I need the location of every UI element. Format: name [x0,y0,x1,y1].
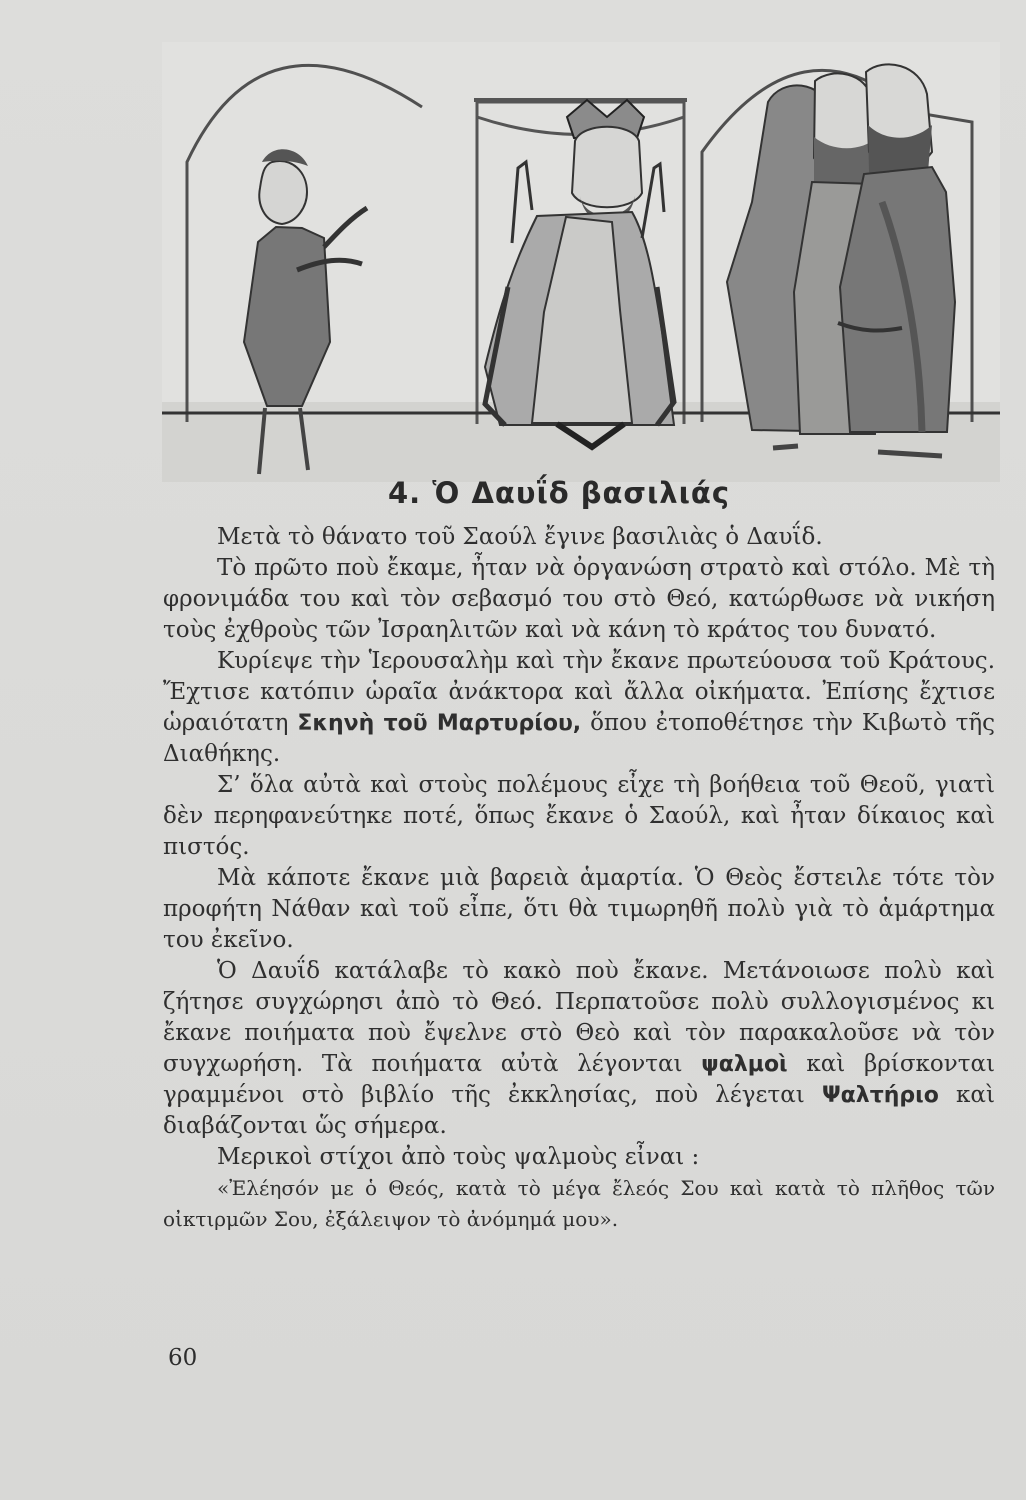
psalm-quote: «Ἐλέησόν με ὁ Θεός, κατὰ τὸ μέγα ἔλεός Σου καὶ κατὰ τὸ πλῆθος τῶν οἰκτιρμῶν Σου, ἐξάλειψον τὸ ἀνόμημά μου». [163,1176,995,1231]
paragraph-4: Σ’ ὅλα αὐτὰ καὶ στοὺς πολέμους εἶχε τὴ βοήθεια τοῦ Θεοῦ, γιατὶ δὲν περηφανεύτηκε ποτέ, ὅπως ἔκανε ὁ Σαούλ, καὶ ἦταν δίκαιος καὶ πιστός. [163,772,995,860]
chapter-text [163,522,995,1235]
drawing-king-david [162,42,1000,482]
paragraph-1: Μετὰ τὸ θάνατο τοῦ Σαούλ ἔγινε βασιλιὰς ὁ Δαυΐδ. [217,524,823,550]
paragraph-3 [163,646,995,770]
bold-term-psalms: ψαλμοὶ [701,1052,788,1077]
paragraph-3-end: ὅπου ἐτοποθέτησε τὴν Κιβωτὸ τῆς Διαθήκης. [163,710,995,767]
paragraph-6-start: Ὁ Δαυΐδ κατάλαβε τὸ κακὸ ποὺ ἔκανε. Μετάνοιωσε πολὺ καὶ ζήτησε συγχώρησι ἀπὸ τὸ Θεό. Περπατοῦσε πολὺ συλλογισμένος κι ἔκανε ποιήματα ποὺ ἔψελνε στὸ Θεὸ καὶ τὸν παρακαλοῦσε νὰ τὸν συγχωρήση. Τὰ ποιήματα αὐτὰ λέγονται [163,958,995,1077]
paragraph-6-end: καὶ διαβάζονται ὥς σήμερα. [163,1082,995,1139]
page-number: 60 [168,1345,198,1371]
paragraph-6-middle: καὶ βρίσκονται γραμμένοι στὸ βιβλίο τῆς ἐκκλησίας, ποὺ λέγεται [163,1051,996,1108]
paragraph-3-start: Κυρίεψε τὴν Ἱερουσαλὴμ καὶ τὴν ἔκανε πρωτεύουσα τοῦ Κράτους. Ἔχτισε κατόπιν ὡραῖα ἀνάκτορα καὶ ἄλλα οἰκήματα. Ἐπίσης ἔχτισε ὡραιότατη [163,648,995,736]
bold-term-tabernacle: Σκηνὴ τοῦ Μαρτυρίου, [297,711,582,736]
paragraph-2: Τὸ πρῶτο ποὺ ἔκαμε, ἦταν νὰ ὀργανώση στρατὸ καὶ στόλο. Μὲ τὴ φρονιμάδα του καὶ τὸν σεβασμό του στὸ Θεό, κατώρθωσε νὰ νικήση τοὺς ἐχθροὺς τῶν Ἰσραηλιτῶν καὶ νὰ κάνη τὸ κράτος του δυνατό. [163,555,995,643]
paragraph-6 [163,956,995,1142]
paragraph-5: Μὰ κάποτε ἔκανε μιὰ βαρειὰ ἁμαρτία. Ὁ Θεὸς ἔστειλε τότε τὸν προφήτη Νάθαν καὶ τοῦ εἶπε, ὅτι θὰ τιμωρηθῆ πολὺ γιὰ τὸ ἁμάρτημα του ἐκεῖνο. [163,865,995,953]
illustration [162,42,1000,482]
chapter-title: 4. Ὁ Δαυΐδ βασιλιάς [388,476,731,510]
bold-term-psalter: Ψαλτήριο [821,1083,939,1108]
paragraph-7: Μερικοὶ στίχοι ἀπὸ τοὺς ψαλμοὺς εἶναι : [217,1144,700,1170]
